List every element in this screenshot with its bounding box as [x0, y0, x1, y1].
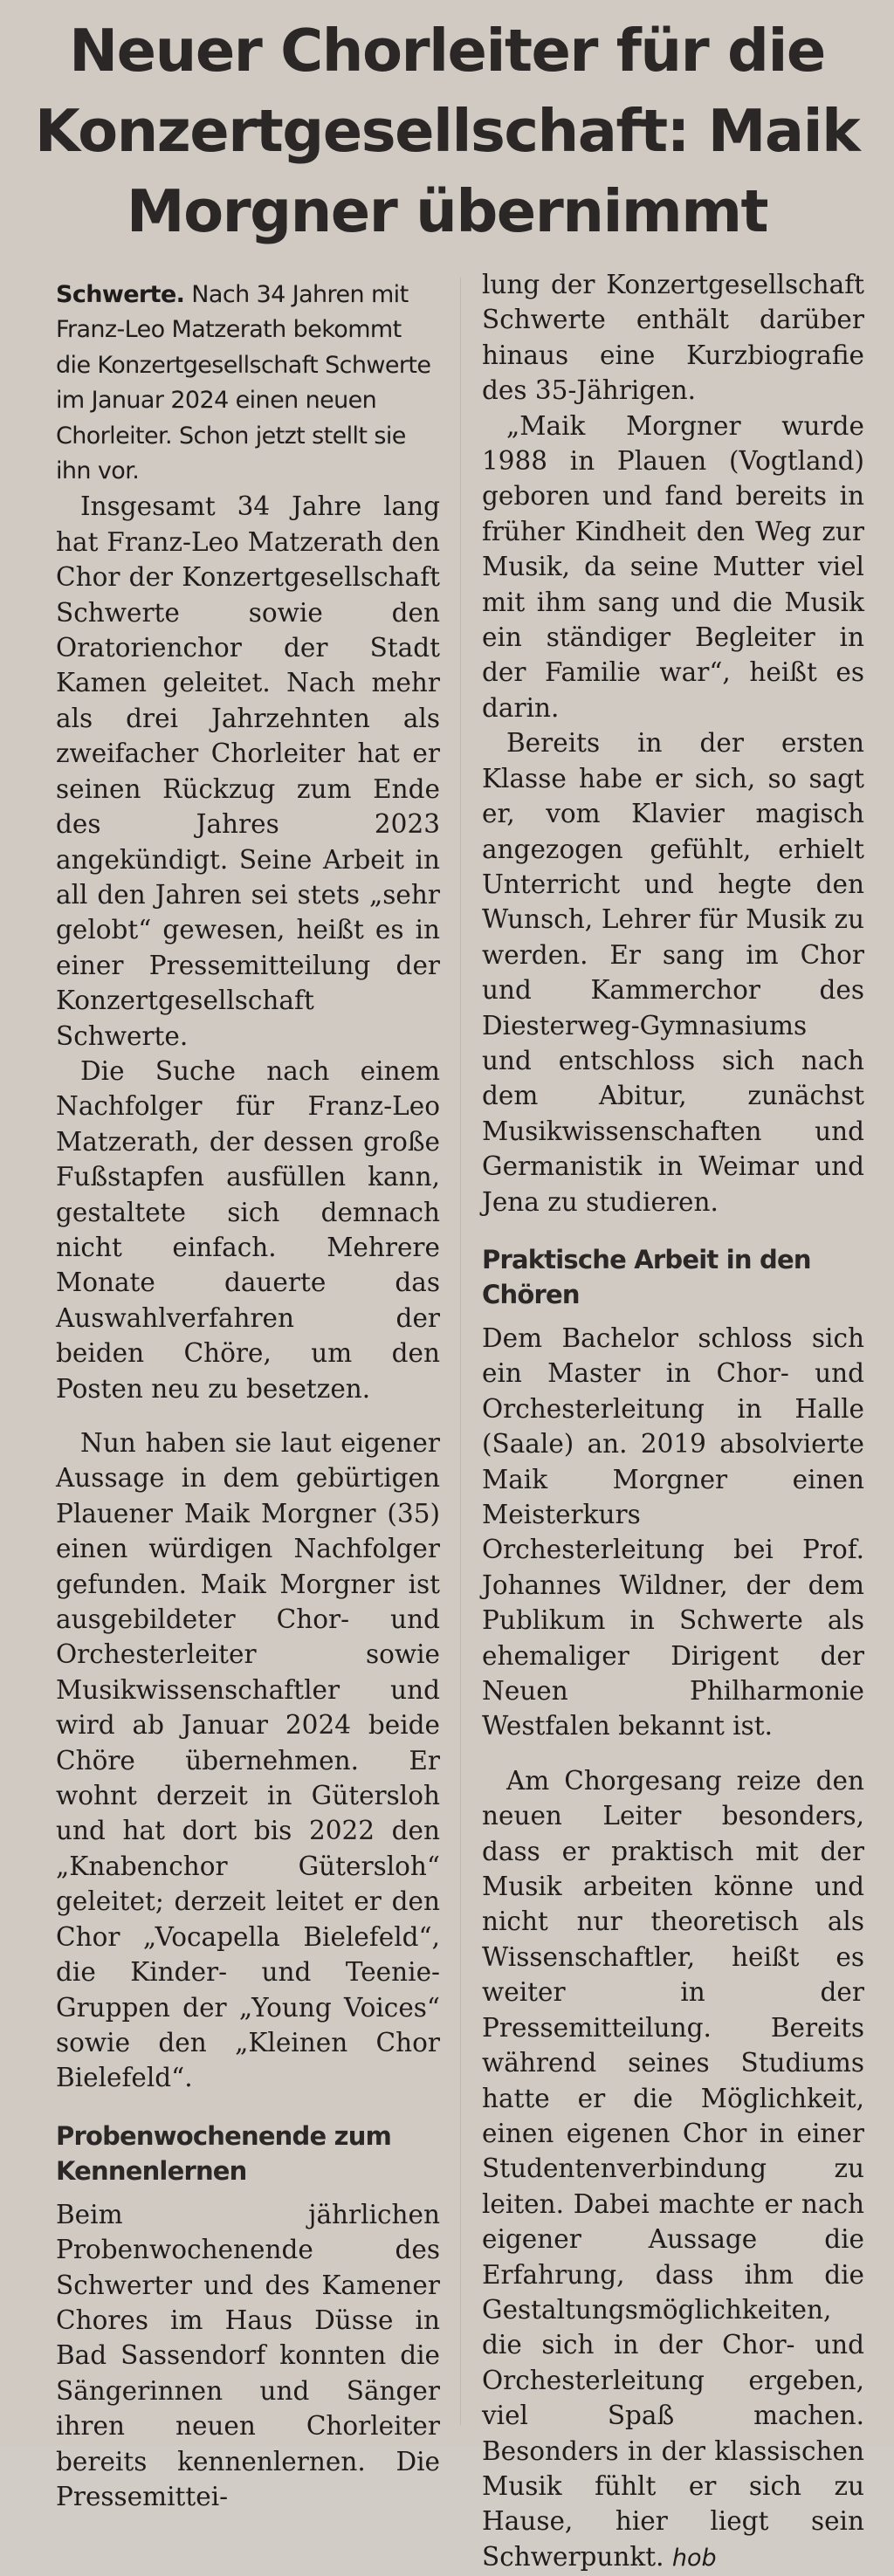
article-lead — [56, 278, 440, 489]
paragraph-left-3: Nun haben sie laut eigener Aussage in dem gebürtigen Plauener Maik Morgner (35) einen würdigen Nachfolger gefunden. Maik Morgner ist ausgebildeter Chor- und Orchesterleiter sowie Musikwissenschaftler und wird ab Januar 2024 beide Chöre übernehmen. Er wohnt derzeit in Gütersloh und hat dort bis 2022 den „Knabenchor Gütersloh“ geleitet; derzeit leitet er den Chor „Vocapella Bielefeld“, die Kinder- und Teenie-Gruppen der „Young Voices“ sowie den „Kleinen Chor Bielefeld“. — [56, 1428, 440, 2093]
paragraph-right-3: Dem Bachelor schloss sich ein Master in Chor- und Orchesterleitung in Halle (Saale) an. 2019 absolvierte Maik Morgner einen Meisterkurs Orchesterleitung bei Prof. Johannes Wildner, der dem Publikum in Schwerte als ehemaliger Dirigent der Neuen Philharmonie Westfalen bekannt ist. — [482, 1322, 864, 1741]
lead-text: Nach 34 Jahren mit Franz-Leo Matzerath bekommt die Konzertgesellschaft Schwerte im Januar 2024 einen neuen Chorleiter. Schon jetzt stellt sie ihn vor. — [56, 281, 431, 485]
left-column — [56, 278, 440, 2514]
paragraph-right-0: lung der Konzertgesellschaft Schwerte enthält darüber hinaus eine Kurzbiografie des 35-Jährigen. — [482, 270, 864, 406]
paragraph-left-4: Beim jährlichen Probenwochenende des Schwerter und des Kamener Chores im Haus Düsse in Bad Sassendorf konnten die Sängerinnen und Sänger ihren neuen Chorleiter bereits kennenlernen. Die Pressemittei- — [56, 2199, 440, 2511]
paragraph-left-1: Insgesamt 34 Jahre lang hat Franz-Leo Matzerath den Chor der Konzertgesellschaft Schwerte sowie den Oratorienchor der Stadt Kamen geleitet. Nach mehr als drei Jahrzehnten als zweifacher Chorleiter hat er seinen Rückzug zum Ende des Jahres 2023 angekündigt. Seine Arbeit in all den Jahren sei stets „sehr gelobt“ gewesen, heißt es in einer Pressemitteilung der Konzertgesellschaft Schwerte. — [56, 491, 440, 1051]
paragraph-right-4-text: Am Chorgesang reize den neuen Leiter besonders, dass er praktisch mit der Musik arbeiten könne und nicht nur theoretisch als Wissenschaftler, heißt es weiter in der Pressemitteilung. Bereits während seines Studiums hatte er die Möglichkeit, einen eigenen Chor in einer Studentenverbindung zu leiten. Dabei machte er nach eigener Aussage die Erfahrung, dass ihm die Gestaltungsmöglichkeiten, die sich in der Chor- und Orchesterleitung ergeben, viel Spaß machen. Besonders in der klassischen Musik fühlt er sich zu Hause, hier liegt sein Schwerpunkt. — [482, 1765, 864, 2572]
paragraph-right-4 — [482, 1763, 864, 2576]
article-headline: Neuer Chorleiter für die Konzertgesellschaft: Maik Morgner übernimmt — [34, 17, 860, 245]
right-column — [482, 267, 864, 2576]
paragraph-left-2: Die Suche nach einem Nachfolger für Franz-Leo Matzerath, der dessen große Fußstapfen ausfüllen kann, gestaltete sich demnach nicht einfach. Mehrere Monate dauerte das Auswahlverfahren der beiden Chöre, um den Posten neu zu besetzen. — [56, 1055, 440, 1404]
author-initials: hob — [671, 2544, 717, 2572]
paragraph-right-2: Bereits in der ersten Klasse habe er sich, so sagt er, vom Klavier magisch angezogen gefühlt, erhielt Unterricht und hegte den Wunsch, Lehrer für Musik zu werden. Er sang im Chor und Kammerchor des Diesterweg-Gymnasiums und entschloss sich nach dem Abitur, zunächst Musikwissenschaften und Germanistik in Weimar und Jena zu studieren. — [482, 728, 864, 1217]
column-divider — [460, 278, 461, 2425]
subheading-probenwochenende: Probenwochenende zum Kennenlernen — [56, 2120, 391, 2186]
dateline: Schwerte. — [56, 281, 185, 308]
paragraph-right-1: „Maik Morgner wurde 1988 in Plauen (Vogtland) geboren und fand bereits in früher Kindheit den Weg zur Musik, da seine Mutter viel mit ihm sang und die Musik ein ständiger Begleiter in der Familie war“, heißt es darin. — [482, 410, 864, 723]
subheading-praktische-arbeit: Praktische Arbeit in den Chören — [482, 1244, 811, 1309]
